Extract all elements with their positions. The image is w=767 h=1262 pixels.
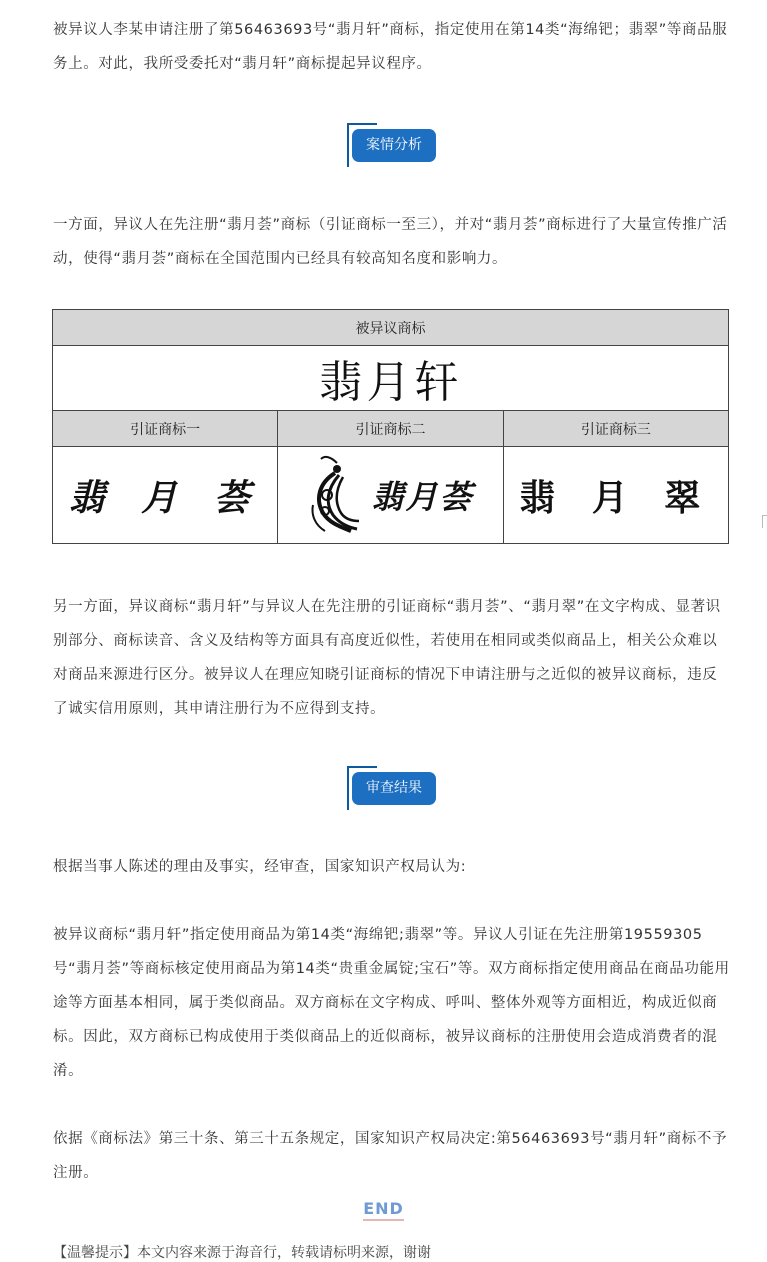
heading-accent-vertical (347, 766, 349, 810)
cited-mark-2-header: 引证商标二 (278, 411, 503, 447)
cited-mark-3-logo: 翡 月 翠 (519, 476, 713, 519)
result-paragraph-1: 根据当事人陈述的理由及事实，经审查，国家知识产权局认为: (53, 859, 467, 875)
heading-accent-horizontal (347, 766, 377, 768)
cited-mark-3-cell (503, 447, 728, 544)
analysis-paragraph-1: 一方面，异议人在先注册“翡月荟”商标（引证商标一至三），并对“翡月荟”商标进行了大量宣传推广活动，使得“翡月荟”商标在全国范围内已经具有较高知名度和影响力。 (53, 217, 728, 267)
cited-mark-2-logo: 翡月荟 (371, 478, 474, 516)
trademark-comparison-table (52, 309, 729, 544)
analysis-paragraph-2: 另一方面，异议商标“翡月轩”与异议人在先注册的引证商标“翡月荟”、“翡月翠”在文字构成、显著识别部分、商标读音、含义及结构等方面具有高度近似性，若使用在相同或类似商品上，相关公众难以对商品来源进行区分。被异议人在理应知晓引证商标的情况下申请注册与之近似的被异议商标，违反了诚实信用原则，其申请注册行为不应得到支持。 (53, 599, 721, 717)
scroll-edge-marker (762, 515, 767, 528)
result-paragraph-3: 依据《商标法》第三十条、第三十五条规定，国家知识产权局决定:第56463693号“翡月轩”商标不予注册。 (53, 1131, 728, 1181)
end-label: END (363, 1199, 404, 1221)
section-heading-result (347, 766, 439, 810)
section-label-result: 审查结果 (352, 772, 436, 805)
opposed-mark: 翡月轩 (53, 346, 729, 411)
peacock-icon (307, 455, 365, 535)
result-paragraph-2: 被异议商标“翡月轩”指定使用商品为第14类“海绵钯;翡翠”等。异议人引证在先注册第19559305号“翡月荟”等商标核定使用商品为第14类“贵重金属锭;宝石”等。双方商标指定使用商品在商品功能用途等方面基本相同，属于类似商品。双方商标在文字构成、呼叫、整体外观等方面相近，构成近似商标。因此，双方商标已构成使用于类似商品上的近似商标，被异议商标的注册使用会造成消费者的混淆。 (53, 927, 730, 1079)
cited-mark-3-header: 引证商标三 (503, 411, 728, 447)
section-heading-analysis (347, 123, 439, 167)
heading-accent-vertical (347, 123, 349, 167)
opposed-mark-header: 被异议商标 (53, 310, 729, 346)
end-marker (0, 1199, 767, 1218)
cited-mark-1-cell (53, 447, 278, 544)
heading-accent-horizontal (347, 123, 377, 125)
section-label-analysis: 案情分析 (352, 129, 436, 162)
cited-mark-1-logo: 翡 月 荟 (68, 476, 262, 519)
intro-paragraph: 被异议人李某申请注册了第56463693号“翡月轩”商标，指定使用在第14类“海绵钯；翡翠”等商品服务上。对此，我所受委托对“翡月轩”商标提起异议程序。 (53, 22, 728, 72)
cited-mark-2-cell (278, 447, 503, 544)
cited-mark-1-header: 引证商标一 (53, 411, 278, 447)
footer-note: 【温馨提示】本文内容来源于海音行，转载请标明来源，谢谢 (53, 1245, 431, 1261)
